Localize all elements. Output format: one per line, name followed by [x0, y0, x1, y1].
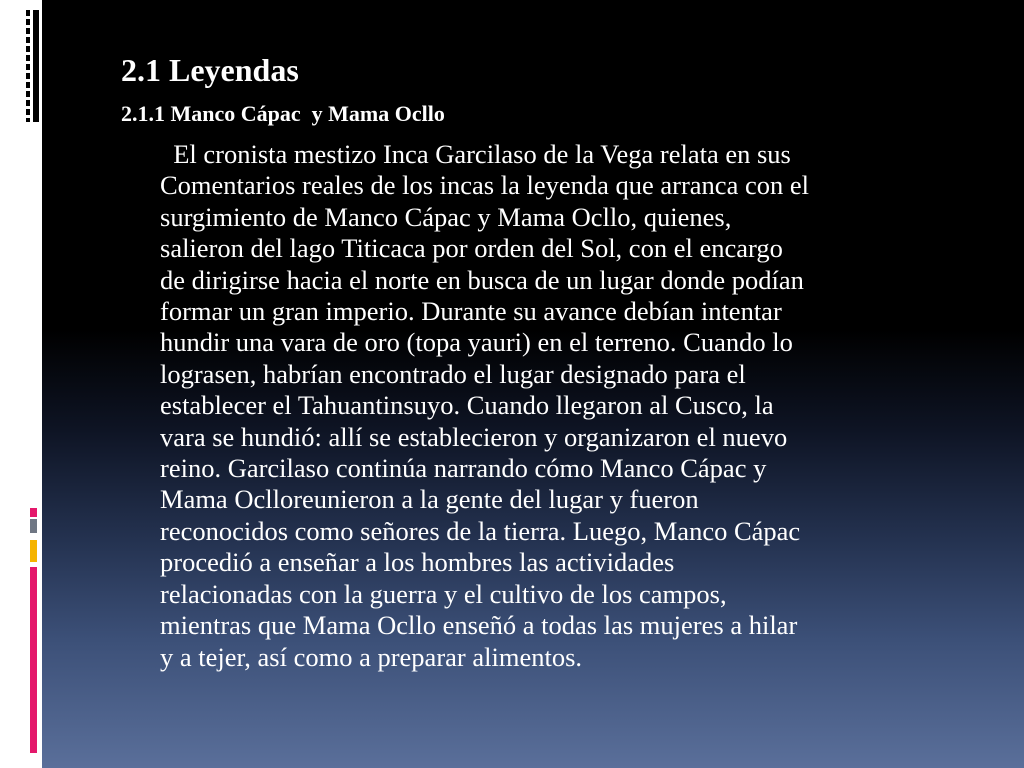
- body-line: y a tejer, así como a preparar alimentos.: [160, 641, 583, 672]
- body-line: salieron del lago Titicaca por orden del Sol, con el encargo: [160, 233, 783, 264]
- body-line: reino. Garcilaso continúa narrando cómo Manco Cápac y: [160, 453, 767, 484]
- body-line: El cronista mestizo Inca Garcilaso de la Vega relata en sus: [160, 139, 791, 169]
- accent-bar-yellow: [30, 540, 37, 562]
- body-line: lograsen, habrían encontrado el lugar designado para el: [160, 358, 746, 389]
- body-line: surgimiento de Manco Cápac y Mama Ocllo, quienes,: [160, 201, 732, 232]
- slide-subtitle: 2.1.1 Manco Cápac y Mama Ocllo: [121, 101, 445, 126]
- decorative-block: [33, 10, 39, 122]
- body-line: mientras que Mama Ocllo enseñó a todas las mujeres a hilar: [160, 610, 798, 641]
- decorative-stripes: [26, 10, 30, 122]
- body-line: de dirigirse hacia el norte en busca de un lugar donde podían: [160, 264, 804, 295]
- body-line: Mama Oclloreunieron a la gente del lugar y fueron: [160, 484, 699, 515]
- slide-title: 2.1 Leyendas: [121, 52, 299, 88]
- body-line: establecer el Tahuantinsuyo. Cuando llegaron al Cusco, la: [160, 390, 774, 421]
- body-line: Comentarios reales de los incas la leyenda que arranca con el: [160, 170, 809, 201]
- body-line: procedió a enseñar a los hombres las actividades: [160, 547, 675, 578]
- body-line: relacionadas con la guerra y el cultivo de los campos,: [160, 578, 727, 609]
- body-line: vara se hundió: allí se establecieron y organizaron el nuevo: [160, 421, 788, 452]
- body-line: formar un gran imperio. Durante su avance debían intentar: [160, 296, 782, 327]
- body-line: hundir una vara de oro (topa yauri) en el terreno. Cuando lo: [160, 327, 793, 358]
- body-line: reconocidos como señores de la tierra. Luego, Manco Cápac: [160, 515, 801, 546]
- body-paragraph: [160, 139, 980, 673]
- accent-bar-pink-tall: [30, 567, 37, 753]
- accent-bar-pink-small: [30, 508, 37, 517]
- accent-bar-gray: [30, 519, 37, 533]
